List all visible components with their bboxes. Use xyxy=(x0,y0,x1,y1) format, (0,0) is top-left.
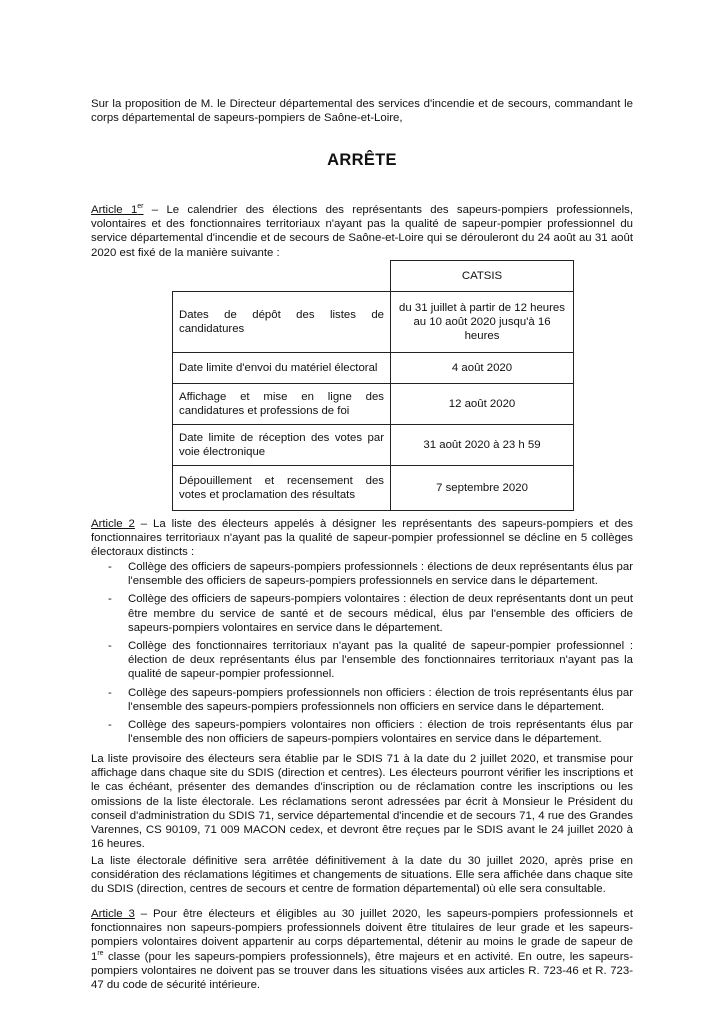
college-text: Collège des sapeurs-pompiers professionnels non officiers : élection de trois représentants élus par l'ensemble des sapeurs-pompiers professionnels non officiers en service dans le département. xyxy=(128,686,633,713)
calendar-row-value: 12 août 2020 xyxy=(391,384,574,425)
list-dash: - xyxy=(108,719,112,732)
table-row xyxy=(173,292,574,353)
election-calendar-table xyxy=(172,260,574,511)
intro-paragraph: Sur la proposition de M. le Directeur départemental des services d'incendie et de secours, commandant le corps départemental de sapeurs-pompiers de Saône-et-Loire, xyxy=(91,98,633,125)
calendar-row-label: Affichage et mise en ligne des candidatures et professions de foi xyxy=(173,384,391,425)
calendar-header-row xyxy=(173,261,574,292)
electoral-colleges-list xyxy=(108,560,633,750)
college-text: Collège des sapeurs-pompiers volontaires non officiers : élection de trois représentants élus par l'ensemble des non officiers de sapeurs-pompiers volontaires en service dans le département. xyxy=(128,719,633,746)
provisional-list-paragraph: La liste provisoire des électeurs sera établie par le SDIS 71 à la date du 2 juillet 2020, et transmise pour affichage dans chaque site du SDIS (direction et centres). Les électeurs pourront vérifier les inscriptions et le cas échéant, présenter des demandes d'inscription ou de réclamation contre les inscriptions ou les omissions de la liste électorale. Les réclamations seront adressées par écrit à Monsieur le Président du conseil d'administration du SDIS 71, service départemental d'incendie et de secours 71, 4 rue des Grandes Varennes, CS 90109, 71 009 MACON cedex, et devront être reçues par le SDIS avant le 24 juillet 2020 à 16 heures. xyxy=(91,753,633,851)
article-3-paragraph xyxy=(91,907,633,992)
calendar-row-label: Date limite de réception des votes par voie électronique xyxy=(173,425,391,466)
article-3-superscript: re xyxy=(97,949,104,957)
calendar-row-label: Dépouillement et recensement des votes et proclamation des résultats xyxy=(173,466,391,511)
list-item xyxy=(108,592,633,635)
calendar-column-header: CATSIS xyxy=(391,261,574,292)
calendar-row-value: 7 septembre 2020 xyxy=(391,466,574,511)
list-dash: - xyxy=(108,561,112,573)
list-dash: - xyxy=(108,593,112,606)
arrete-heading: ARRÊTE xyxy=(327,151,397,169)
table-row xyxy=(173,353,574,384)
calendar-row-label: Date limite d'envoi du matériel électoral xyxy=(173,353,391,384)
list-dash: - xyxy=(108,640,112,653)
list-item xyxy=(108,639,633,682)
article-2-label: Article 2 xyxy=(91,518,135,530)
article-3-text: – Pour être électeurs et éligibles au 30 juillet 2020, les sapeurs-pompiers professionnels et fonctionnaires non sapeurs-pompiers professionnels doivent être titulaires de leur grade et les sapeurs-pompiers volontaires doivent appartenir au corps départemental, détenir au moins le grade de sapeur de 1 xyxy=(91,908,633,963)
article-1-text: – Le calendrier des élections des représentants des sapeurs-pompiers professionnels, volontaires et des fonctionnaires territoriaux n'ayant pas la qualité de sapeur-pompier professionnel du service départemental d'incendie et de secours de Saône-et-Loire qui se dérouleront du 24 août au 31 août 2020 est fixé de la manière suivante : xyxy=(91,204,633,259)
article-2-text: – La liste des électeurs appelés à désigner les représentants des sapeurs-pompiers et des fonctionnaires territoriaux n'ayant pas la qualité de sapeur-pompier professionnel se décline en 5 collèges électoraux distincts : xyxy=(91,518,633,559)
list-item xyxy=(108,560,633,588)
article-3-label: Article 3 xyxy=(91,908,135,920)
college-text: Collège des fonctionnaires territoriaux n'ayant pas la qualité de sapeur-pompier professionnel : élection de deux représentants élus par l'ensemble des fonctionnaires territoriaux n'ayant pas la qualité de sapeur-pompier professionnel. xyxy=(128,640,633,681)
table-row xyxy=(173,466,574,511)
list-item xyxy=(108,718,633,746)
table-row xyxy=(173,425,574,466)
article-3-text-end: classe (pour les sapeurs-pompiers professionnels), être majeurs et en activité. En outre, les sapeurs-pompiers volontaires ne doivent pas se trouver dans les situations visées aux articles R. 723-46 et R. 723- 47 du code de sécurité intérieure. xyxy=(91,950,633,992)
table-row xyxy=(173,384,574,425)
article-1-paragraph xyxy=(91,203,633,260)
calendar-row-value: du 31 juillet à partir de 12 heures au 10 août 2020 jusqu'à 16 heures xyxy=(391,292,574,353)
calendar-row-label: Dates de dépôt des listes de candidatures xyxy=(173,292,391,353)
college-text: Collège des officiers de sapeurs-pompiers volontaires : élection de deux représentants dont un peut être membre du service de santé et de secours médical, élus par l'ensemble des officiers de sapeurs-pompiers volontaires en service dans le département. xyxy=(128,593,633,634)
college-text: Collège des officiers de sapeurs-pompiers professionnels : élections de deux représentants élus par l'ensemble des officiers de sapeurs-pompiers professionnels en service dans le département. xyxy=(128,561,633,588)
list-dash: - xyxy=(108,686,112,699)
calendar-row-value: 31 août 2020 à 23 h 59 xyxy=(391,425,574,466)
final-list-paragraph: La liste électorale définitive sera arrêtée définitivement à la date du 30 juillet 2020, après prise en considération des réclamations légitimes et changements de situations. Elle sera affichée dans chaque site du SDIS (direction, centres de secours et centre de formation départemental) où elle sera consultable. xyxy=(91,855,633,896)
calendar-row-value: 4 août 2020 xyxy=(391,353,574,384)
article-2-paragraph xyxy=(91,517,633,560)
list-item xyxy=(108,686,633,714)
article-1-label: Article 1er xyxy=(91,203,144,216)
